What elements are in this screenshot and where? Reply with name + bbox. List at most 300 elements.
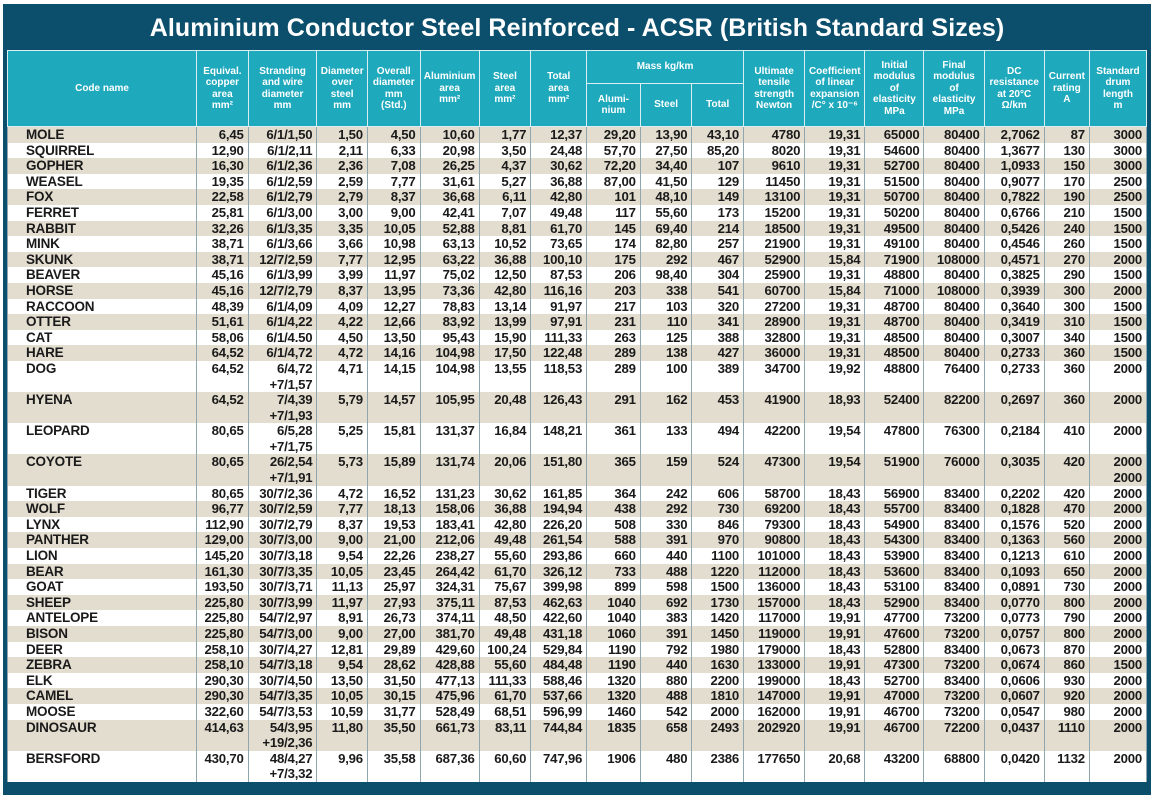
cell-value: 55,60 [655,204,688,220]
cell-drum [1089,704,1146,720]
cell-value: 0,3419 [1000,314,1040,330]
table-row [8,236,1147,252]
cell-current [1044,517,1089,533]
cell-equiv-copper [197,423,249,454]
cell-mass-steel [640,252,692,268]
col-header-mass-group: Mass kg/km [587,51,744,84]
cell-uts [743,657,804,673]
cell-value: 54/3,95 [269,719,313,735]
cell-coef-exp [805,143,865,159]
cell-uts [743,517,804,533]
cell-mass-steel [640,236,692,252]
cell-uts [743,143,804,159]
cell-value: 3,66 [338,236,363,252]
cell-value: DOG [26,360,57,376]
cell-value: 83400 [943,501,980,517]
cell-value: 48800 [883,360,920,376]
cell-value: 183,41 [435,516,475,532]
cell-stranding [248,626,317,642]
table-row [8,174,1147,190]
cell-stranding [248,158,317,174]
col-header-dia-steel [317,51,368,127]
cell-value: 54/7/3,00 [259,626,313,641]
cell-value: 82200 [943,392,980,408]
cell-value: 161,85 [542,485,583,501]
cell-coef-exp [805,330,865,346]
cell-overall-dia [367,423,420,454]
cell-value: 2000 [1113,688,1142,704]
cell-value: 19,31 [828,220,861,236]
cell-value: 19,53 [383,516,416,532]
cell-value: 0,1363 [1000,532,1040,548]
cell-value: 324,31 [435,579,475,595]
cell-value: 10,52 [494,236,527,252]
cell-equiv-copper [197,751,249,782]
cell-value: 1,77 [501,127,527,142]
cell-dc-res [984,704,1044,720]
cell-value: 105,95 [435,392,475,408]
cell-value: 177650 [757,750,801,766]
cell-equiv-copper [197,205,249,221]
cell-value: 80400 [943,298,980,314]
cell-value: 158,06 [435,501,475,517]
cell-value: 48,10 [655,189,688,205]
cell-dia-steel [317,642,368,658]
cell-overall-dia [367,532,420,548]
cell-value: 610 [1063,548,1085,564]
table-row [8,205,1147,221]
cell-current [1044,361,1089,392]
cell-equiv-copper [197,127,249,143]
cell-final-mod [924,143,984,159]
cell-alu-area [420,642,479,658]
cell-coef-exp [805,189,865,205]
cell-drum [1089,221,1146,237]
cell-mass-steel [640,189,692,205]
cell-value: 3,99 [338,267,363,283]
cell-value: 29,20 [603,127,636,142]
cell-alu-area [420,486,479,502]
cell-init-mod [865,330,924,346]
cell-current [1044,720,1089,751]
cell-value: MOOSE [26,703,76,719]
cell-value: 588,46 [542,672,583,688]
cell-total-area [531,704,587,720]
cell-code-name [8,345,197,361]
cell-value: 1110 [1057,719,1085,735]
cell-mass-alu [587,205,641,221]
cell-current [1044,314,1089,330]
cell-dia-steel [317,189,368,205]
cell-drum [1089,517,1146,533]
cell-value: 19,91 [828,610,861,626]
cell-overall-dia [367,330,420,346]
cell-uts [743,345,804,361]
cell-value: 80,65 [211,485,244,501]
cell-mass-alu [587,236,641,252]
cell-value: 2000 [1113,750,1142,766]
cell-value: 14,15 [383,360,416,376]
cell-steel-area [479,501,531,517]
cell-value: RABBIT [26,220,76,236]
cell-drum [1089,720,1146,751]
cell-value: 2500 [1113,173,1142,189]
table-row [8,252,1147,268]
cell-value: 22,26 [383,548,416,564]
cell-value: 30/7/2,79 [259,516,313,532]
cell-value: 360 [1063,392,1085,408]
cell-value: 71900 [883,251,920,267]
cell-value: 80400 [943,127,980,142]
cell-mass-total [692,345,744,361]
cell-value: 136000 [757,579,801,595]
cell-overall-dia [367,564,420,580]
cell-value: 1835 [607,719,636,735]
cell-value: 60,60 [494,750,527,766]
cell-code-name [8,221,197,237]
cell-value: 2000 [1113,672,1142,688]
cell-value: 0,0606 [1000,672,1040,688]
cell-value: 6/1/2,11 [267,142,313,158]
cell-value: 69,40 [655,220,688,236]
cell-dia-steel [317,657,368,673]
cell-value: 83400 [943,672,980,688]
cell-value: WOLF [26,501,65,517]
cell-value: 8,37 [338,282,363,298]
cell-value: 290,30 [204,672,244,688]
cell-total-area [531,720,587,751]
cell-value: 9,00 [338,532,363,548]
cell-value: 80400 [943,142,980,158]
cell-value: 18,13 [383,501,416,517]
cell-stranding [248,283,317,299]
cell-mass-total [692,564,744,580]
cell-value: 18,43 [828,516,861,532]
cell-steel-area [479,548,531,564]
cell-dia-steel [317,330,368,346]
cell-init-mod [865,345,924,361]
cell-mass-steel [640,564,692,580]
cell-overall-dia [367,127,420,143]
cell-init-mod [865,283,924,299]
cell-value: 53900 [883,548,920,564]
header-line: mm² [548,94,570,106]
cell-value: 130 [1063,142,1085,158]
cell-value: 87,00 [603,173,636,189]
cell-value: 3000 [1113,127,1142,142]
cell-value: 179000 [757,641,801,657]
cell-stranding [248,486,317,502]
cell-final-mod [924,330,984,346]
cell-current [1044,221,1089,237]
cell-value: 73,65 [550,236,583,252]
cell-value: 49,48 [550,204,583,220]
cell-value: 383 [665,610,688,626]
cell-value: 19,31 [828,204,861,220]
cell-init-mod [865,252,924,268]
cell-value: 2000 [1113,719,1142,735]
cell-dia-steel [317,361,368,392]
cell-value: 1500 [1113,657,1142,673]
cell-init-mod [865,688,924,704]
cell-value: 147000 [757,688,801,704]
cell-value: SHEEP [26,594,71,610]
header-line: Stranding [259,65,306,77]
cell-value: 47600 [883,626,920,641]
cell-value: 61,70 [494,563,527,579]
header-line: tensile [758,77,790,88]
cell-value: 2000 [1113,485,1142,501]
cell-value: 744,84 [542,719,583,735]
cell-dc-res [984,486,1044,502]
cell-value: 520 [1063,516,1085,532]
cell-value: 53100 [883,579,920,595]
cell-drum [1089,423,1146,454]
cell-value: 0,4546 [1000,236,1040,252]
cell-equiv-copper [197,657,249,673]
cell-value: 157000 [757,594,801,610]
header-line: and wire [262,77,303,88]
cell-value: 73200 [943,703,980,719]
cell-value: MOLE [26,127,65,142]
cell-value: 920 [1063,688,1085,704]
table-row [8,392,1147,423]
cell-value: 0,0437 [1000,719,1040,735]
cell-value: 87 [1070,127,1085,142]
cell-current [1044,595,1089,611]
cell-value: 427 [717,345,739,361]
cell-value: 173 [717,204,739,220]
cell-dc-res [984,345,1044,361]
cell-value: 0,3035 [1000,454,1040,470]
cell-mass-total [692,642,744,658]
cell-value: 43,10 [706,127,739,142]
header-line: strength [754,88,795,100]
cell-value: 20,48 [494,392,527,408]
cell-overall-dia [367,548,420,564]
cell-value: 19,31 [828,158,861,174]
cell-value: 47300 [883,657,920,673]
cell-value: 2000 [1113,392,1142,408]
cell-overall-dia [367,642,420,658]
cell-mass-steel [640,595,692,611]
cell-coef-exp [805,392,865,423]
cell-value: 6/1/4,72 [266,345,313,361]
cell-alu-area [420,548,479,564]
cell-uts [743,314,804,330]
cell-total-area [531,517,587,533]
cell-value: 9,96 [338,750,363,766]
cell-alu-area [420,345,479,361]
cell-value: 51,61 [211,314,244,330]
cell-coef-exp [805,174,865,190]
cell-value: 19,31 [828,298,861,314]
cell-alu-area [420,501,479,517]
cell-value: 15,90 [494,329,527,345]
cell-uts [743,532,804,548]
cell-current [1044,174,1089,190]
cell-value: 129 [717,173,739,189]
cell-overall-dia [367,595,420,611]
cell-mass-total [692,143,744,159]
cell-value: 58,06 [211,329,244,345]
cell-value: 453 [717,392,739,408]
header-line: diameter [261,88,304,100]
table-row [8,314,1147,330]
cell-value: 45,16 [211,282,244,298]
cell-coef-exp [805,626,865,642]
cell-value: 52,88 [442,220,475,236]
cell-value: 36,88 [494,501,527,517]
cell-value: 381,70 [435,626,475,641]
cell-value: 170 [1063,173,1085,189]
cell-value: 73200 [943,688,980,704]
cell-value: 28900 [764,314,801,330]
cell-drum [1089,626,1146,642]
cell-stranding [248,236,317,252]
cell-value: LION [26,548,58,564]
cell-value: 1320 [607,672,636,688]
cell-value: 488 [665,688,688,704]
cell-value: 264,42 [435,563,475,579]
cell-value: 6/5,28 [276,423,313,439]
header-line: Coefficient [808,65,861,77]
cell-mass-alu [587,127,641,143]
cell-mass-steel [640,626,692,642]
cell-equiv-copper [197,252,249,268]
cell-value: 42,80 [494,516,527,532]
cell-stranding [248,673,317,689]
cell-stranding [248,548,317,564]
cell-value: 930 [1063,672,1085,688]
cell-value: 162 [665,392,688,408]
cell-value: 8,37 [390,189,416,205]
cell-value: 2493 [710,719,739,735]
cell-drum [1089,330,1146,346]
cell-current [1044,252,1089,268]
cell-drum [1089,642,1146,658]
cell-steel-area [479,517,531,533]
cell-value: 440 [665,548,688,564]
cell-mass-total [692,704,744,720]
cell-overall-dia [367,252,420,268]
cell-value: FERRET [26,204,79,220]
cell-steel-area [479,314,531,330]
cell-drum [1089,361,1146,392]
cell-value: 6/1/2,79 [266,189,313,205]
cell-value: 1730 [710,594,739,610]
cell-value: 28,62 [383,657,416,673]
cell-equiv-copper [197,174,249,190]
cell-final-mod [924,158,984,174]
cell-value: 1500 [1113,314,1142,330]
cell-overall-dia [367,143,420,159]
cell-value: LEOPARD [26,423,90,439]
cell-value: 494 [717,423,739,439]
cell-value: 391 [665,532,688,548]
table-row [8,610,1147,626]
cell-value: 322,60 [204,703,244,719]
cell-code-name [8,299,197,315]
cell-code-name [8,595,197,611]
cell-mass-steel [640,548,692,564]
cell-value: 1460 [607,703,636,719]
cell-dc-res [984,501,1044,517]
cell-value: 73,36 [442,282,475,298]
cell-dia-steel [317,454,368,485]
cell-stranding [248,314,317,330]
cell-drum [1089,127,1146,143]
cell-dia-steel [317,579,368,595]
cell-value: 54/7/2,97 [259,610,313,626]
cell-value: 64,52 [211,345,244,361]
cell-value: 225,80 [204,594,244,610]
cell-value: 83,92 [442,314,475,330]
cell-mass-total [692,314,744,330]
cell-value: 2500 [1113,189,1142,205]
cell-value: 6,33 [390,142,416,158]
cell-value: 96,77 [211,501,244,517]
cell-drum [1089,579,1146,595]
cell-value: 2000 [1113,594,1142,610]
col-header-overall-dia [367,51,420,127]
cell-value: 1500 [1113,236,1142,252]
cell-value: 30/7/3,00 [259,532,313,548]
cell-value: 9,00 [390,204,416,220]
cell-value: 148,21 [542,423,583,439]
cell-mass-alu [587,361,641,392]
cell-mass-alu [587,579,641,595]
cell-dia-steel [317,704,368,720]
cell-total-area [531,610,587,626]
cell-value: 80400 [943,345,980,361]
col-header-uts [743,51,804,127]
cell-alu-area [420,517,479,533]
cell-value: 2,36 [338,158,363,174]
cell-code-name [8,486,197,502]
cell-current [1044,205,1089,221]
cell-mass-total [692,252,744,268]
cell-value: 0,3939 [1000,282,1040,298]
cell-value: 119000 [758,626,801,641]
cell-value: 118,53 [543,360,583,376]
cell-stranding [248,361,317,392]
cell-stranding [248,267,317,283]
cell-value: ZEBRA [26,657,72,673]
cell-init-mod [865,314,924,330]
cell-dc-res [984,267,1044,283]
cell-steel-area [479,626,531,642]
cell-value: 131,37 [435,423,475,439]
cell-mass-alu [587,267,641,283]
cell-value: 53600 [883,563,920,579]
cell-value: 47300 [764,454,801,470]
cell-mass-steel [640,688,692,704]
header-line: Aluminium [423,71,476,83]
header-line: of [889,82,900,94]
cell-dc-res [984,626,1044,642]
cell-stranding [248,127,317,143]
cell-drum [1089,174,1146,190]
cell-value: 145 [614,220,636,236]
cell-steel-area [479,595,531,611]
cell-code-name [8,688,197,704]
cell-steel-area [479,252,531,268]
cell-overall-dia [367,517,420,533]
header-line: mm² [211,100,233,111]
cell-total-area [531,314,587,330]
cell-dc-res [984,532,1044,548]
